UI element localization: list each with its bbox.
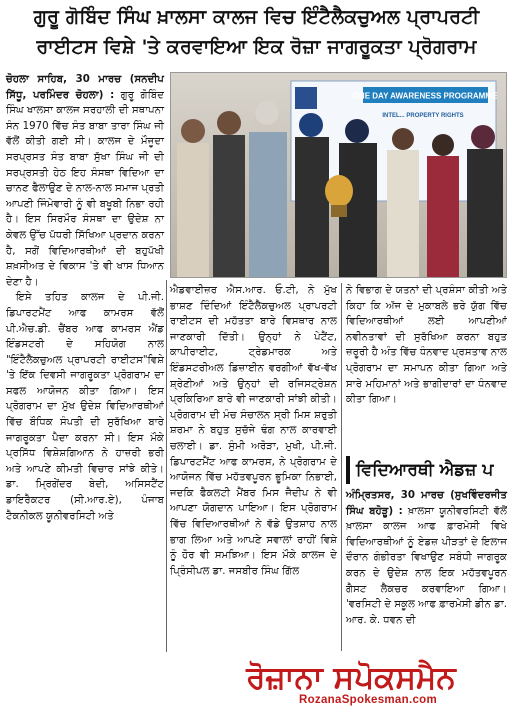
masthead-name: ਰੋਜ਼ਾਨਾ ਸਪੋਕਸਮੈਨ (246, 660, 456, 696)
headline-line-2: ਰਾਈਟਸ ਵਿਸ਼ੇ 'ਤੇ ਕਰਵਾਇਆ ਇਕ ਰੋਜ਼ਾ ਜਾਗਰੂਕਤਾ ਪ੍ਰੋਗਰਾਮ (36, 36, 477, 58)
paragraph-1: ਗੁਰੂ ਗੋਬਿੰਦ ਸਿੰਘ ਖਾਲਸਾ ਕਾਲਜ ਸਰਹਾਲੀ ਦੀ ਸਥਾਪਨਾ ਸੰਨ 1970 ਵਿੱਚ ਸੰਤ ਬਾਬਾ ਤਾਰਾ ਸਿੰਘ ਜੀ ਵੱਲੋਂ ਕੀਤੀ ਗਈ ਸੀ। ਕਾਲਜ ਦੇ ਮੌਜੂਦਾ ਸਰਪ੍ਰਸਤ ਸੰਤ ਬਾਬਾ ਸੁੱਖਾ ਸਿੰਘ ਜੀ ਦੀ ਸਰਪ੍ਰਸਤੀ ਹੇਠ ਇਹ ਸੰਸਥਾ ਵਿਦਿਆ ਦਾ ਚਾਨਣ ਫੈਲਾਉਣ ਦੇ ਨਾਲ-ਨਾਲ ਸਮਾਜ ਪ੍ਰਤੀ ਆਪਣੀ ਜਿੰਮੇਵਾਰੀ ਨੂੰ ਵੀ ਬਖੂਬੀ ਨਿਭਾ ਰਹੀ ਹੈ। ਇਸ ਸਿਰਮੌਰ ਸੰਸਥਾ ਦਾ ਉਦੇਸ਼ ਨਾ ਕੇਵਲ ਉੱਚ ਪੱਧਰੀ ਸਿੱਖਿਆ ਪ੍ਰਦਾਨ ਕਰਨਾ ਹੈ, ਸਗੋਂ ਵਿਦਿਆਰਥੀਆਂ ਦੀ ਬਹੁਪੱਖੀ ਸ਼ਖ਼ਸੀਅਤ ਦੇ ਵਿਕਾਸ 'ਤੇ ਵੀ ਖਾਸ ਧਿਆਨ ਦੇਣਾ ਹੈ। (6, 89, 164, 288)
article-text (6, 72, 164, 290)
paragraph-2: ਇਸੇ ਤਹਿਤ ਕਾਲਜ ਦੇ ਪੀ.ਜੀ. ਡਿਪਾਰਟਮੈਂਟ ਆਫ ਕਾਮਰਸ ਵੱਲੋਂ ਪੀ.ਐਚ.ਡੀ. ਚੈਂਬਰ ਆਫ ਕਾਮਰਸ ਐਂਡ ਇੰਡਸਟਰੀ ਦੇ ਸਹਿਯੋਗ ਨਾਲ "ਇੰਟੈਲੈਕਚੁਅਲ ਪ੍ਰਾਪਰਟੀ ਰਾਈਟਸ"ਵਿਸ਼ੇ 'ਤੇ ਇੱਕ ਦਿਵਸੀ ਜਾਗਰੂਕਤਾ ਪ੍ਰੋਗਰਾਮ ਦਾ ਸਫਲ ਆਯੋਜਨ ਕੀਤਾ ਗਿਆ। ਇਸ ਪ੍ਰੋਗਰਾਮ ਦਾ ਮੁੱਖ ਉਦੇਸ਼ ਵਿਦਿਆਰਥੀਆਂ ਵਿੱਚ ਬੌਧਿਕ ਸੰਪਤੀ ਦੀ ਸੁਰੱਖਿਆ ਬਾਰੇ ਜਾਗਰੂਕਤਾ ਪੈਦਾ ਕਰਨਾ ਸੀ। ਇਸ ਮੌਕੇ ਪ੍ਰਸਿੱਧ ਵਿਸ਼ੇਸ਼ਗਿਆਨ ਨੇ ਹਾਜ਼ਰੀ ਭਰੀ ਅਤੇ ਆਪਣੇ ਕੀਮਤੀ ਵਿਚਾਰ ਸਾਂਝੇ ਕੀਤੇ। ਡਾ. ਮ੍ਰਿਗੇਂਦਰ ਬੇਦੀ, ਅਸਿਸਟੈਂਟ ਡਾਇਰੈਕਟਰ (ਸੀ.ਆਰ.ਏ), ਪੰਜਾਬ ਟੈਕਨੀਕਲ ਯੂਨੀਵਰਸਿਟੀ ਅਤੇ (6, 292, 164, 522)
column-divider (341, 283, 342, 651)
paragraph-3: ਐਡਵਾਈਜ਼ਰ ਐਸ.ਆਰ. ਓ.ਟੀ, ਨੇ ਮੁੱਖ ਭਾਸ਼ਣ ਦਿੰਦਿਆਂ ਇੰਟੈਲੈਕਚੁਅਲ ਪ੍ਰਾਪਰਟੀ ਰਾਈਟਸ ਦੀ ਮਹੱਤਤਾ ਬਾਰੇ ਵਿਸਥਾਰ ਨਾਲ ਜਾਣਕਾਰੀ ਦਿੱਤੀ। ਉਨ੍ਹਾਂ ਨੇ ਪੇਟੈਂਟ, ਕਾਪੀਰਾਈਟ, ਟ੍ਰੇਡਮਾਰਕ ਅਤੇ ਇੰਡਸਟਰੀਅਲ ਡਿਜ਼ਾਈਨ ਵਰਗੀਆਂ ਵੱਖ-ਵੱਖ ਸ਼੍ਰੇਣੀਆਂ ਅਤੇ ਉਨ੍ਹਾਂ ਦੀ ਰਜਿਸਟ੍ਰੇਸ਼ਨ ਪ੍ਰਕਿਰਿਆ ਬਾਰੇ ਵੀ ਜਾਣਕਾਰੀ ਸਾਂਝੀ ਕੀਤੀ। ਪ੍ਰੋਗਰਾਮ ਦੀ ਮੰਚ ਸੰਚਾਲਨ ਸ੍ਰੀ ਮਿਸ ਸ਼ਰੁਤੀ ਸ਼ਰਮਾ ਨੇ ਬਹੁਤ ਸੁਚੱਜੇ ਢੰਗ ਨਾਲ ਕਾਰਵਾਈ ਚਲਾਈ। ਡਾ. ਸੁੰਮੀ ਅਰੋੜਾ, ਮੁਖੀ, ਪੀ.ਜੀ. ਡਿਪਾਰਟਮੈਂਟ ਆਫ ਕਾਮਰਸ, ਨੇ ਪ੍ਰੋਗਰਾਮ ਦੇ ਆਯੋਜਨ ਵਿੱਚ ਮਹੱਤਵਪੂਰਨ ਭੂਮਿਕਾ ਨਿਭਾਈ, ਜਦਕਿ ਫੈਕਲਟੀ ਮੈਂਬਰ ਮਿਸ ਜੈਦੀਪ ਨੇ ਵੀ ਆਪਣਾ ਯੋਗਦਾਨ ਪਾਇਆ। ਇਸ ਪ੍ਰੋਗਰਾਮ ਵਿੱਚ ਵਿਦਿਆਰਥੀਆਂ ਨੇ ਵੱਡੇ ਉਤਸ਼ਾਹ ਨਾਲ ਭਾਗ ਲਿਆ ਅਤੇ ਆਪਣੇ ਸਵਾਲਾਂ ਰਾਹੀਂ ਵਿਸ਼ੇ ਨੂੰ ਹੋਰ ਵੀ ਸਮਝਿਆ। ਇਸ ਮੌਕੇ ਕਾਲਜ ਦੇ ਪ੍ਰਿੰਸੀਪਲ ਡਾ. ਜਸਬੀਰ ਸਿੰਘ ਗਿੱਲ (170, 285, 337, 577)
article-2-dateline: ਅੰਮ੍ਰਿਤਸਰ, 30 ਮਾਰਚ (ਸੁਖਵਿੰਦਰਜੀਤ ਸਿੰਘ ਬਹੋੜੂ) : (346, 490, 507, 517)
event-photo-illustration (171, 73, 507, 278)
article-column-3 (346, 283, 507, 453)
article-column-2 (170, 283, 337, 651)
banner-title: ONE DAY AWARENESS PROGRAMME (352, 91, 498, 101)
headline (6, 2, 507, 62)
website-url: RozanaSpokesman.com (299, 694, 437, 706)
rozana-spokesman-logo (192, 652, 510, 698)
column-divider (166, 280, 167, 652)
event-photo (170, 72, 507, 278)
headline-line-1: ਗੁਰੂ ਗੋਬਿੰਦ ਸਿੰਘ ਖ਼ਾਲਸਾ ਕਾਲਜ ਵਿਚ ਇੰਟੈਲੈਕਚੁਅਲ ਪ੍ਰਾਪਰਟੀ (33, 6, 480, 28)
article-2-text (346, 488, 507, 628)
banner-subtitle: INTEL... PROPERTY RIGHTS (382, 113, 464, 119)
article-2-heading: ਵਿਦਿਆਰਥੀ ਐਡਜ਼ ਪ (346, 456, 508, 484)
article-2-paragraph: ਖ਼ਾਲਸਾ ਯੂਨੀਵਰਸਿਟੀ ਵੱਲੋਂ ਖ਼ਾਲਸਾ ਕਾਲਜ ਆਫ ਫ਼ਾਰਮੇਸੀ ਵਿਖੇ ਵਿਦਿਆਰਥੀਆਂ ਨੂੰ ਏਡਜ਼ ਪੀੜਤਾਂ ਦੇ ਇਲਾਜ ਦੌਰਾਨ ਗੰਭੀਰਤਾ ਵਿਖਾਉਣ ਸਬੰਧੀ ਜਾਗਰੂਕ ਕਰਨ ਦੇ ਉਦੇਸ਼ ਨਾਲ ਇਕ ਮਹੱਤਵਪੂਰਨ ਗੈਸਟ ਲੈਕਚਰ ਕਰਵਾਇਆ ਗਿਆ। 'ਵਰਸਿਟੀ ਦੇ ਸਕੂਲ ਆਫ ਫ਼ਾਰਮੇਸੀ ਡੀਨ ਡਾ. ਆਰ. ਕੇ. ਧਵਨ ਦੀ (346, 505, 507, 626)
article-2-body (346, 488, 507, 648)
paragraph-4: ਨੇ ਵਿਭਾਗ ਦੇ ਯਤਨਾਂ ਦੀ ਪ੍ਰਸ਼ੰਸਾ ਕੀਤੀ ਅਤੇ ਕਿਹਾ ਕਿ ਅੱਜ ਦੇ ਮੁਕਾਬਲੇ ਭਰੇ ਯੁੱਗ ਵਿੱਚ ਵਿਦਿਆਰਥੀਆਂ ਲਈ ਆਪਣੀਆਂ ਨਵੀਨਤਾਵਾਂ ਦੀ ਸੁਰੱਖਿਆ ਕਰਨਾ ਬਹੁਤ ਜ਼ਰੂਰੀ ਹੈ ਅੰਤ ਵਿੱਚ ਧੰਨਵਾਦ ਪ੍ਰਸਤਾਵ ਨਾਲ ਪ੍ਰੋਗਰਾਮ ਦਾ ਸਮਾਪਨ ਕੀਤਾ ਗਿਆ ਅਤੇ ਸਾਰੇ ਮਹਿਮਾਨਾਂ ਅਤੇ ਭਾਗੀਦਾਰਾਂ ਦਾ ਧੰਨਵਾਦ ਕੀਤਾ ਗਿਆ। (346, 285, 507, 406)
dateline: ਚੋਹਲਾ ਸਾਹਿਬ, 30 ਮਾਰਚ (ਸਨਦੀਪ ਸਿੱਧੂ, ਪਰਮਿੰਦਰ ਚੋਹਲਾ) : (6, 74, 164, 101)
article-column-1 (6, 72, 164, 628)
